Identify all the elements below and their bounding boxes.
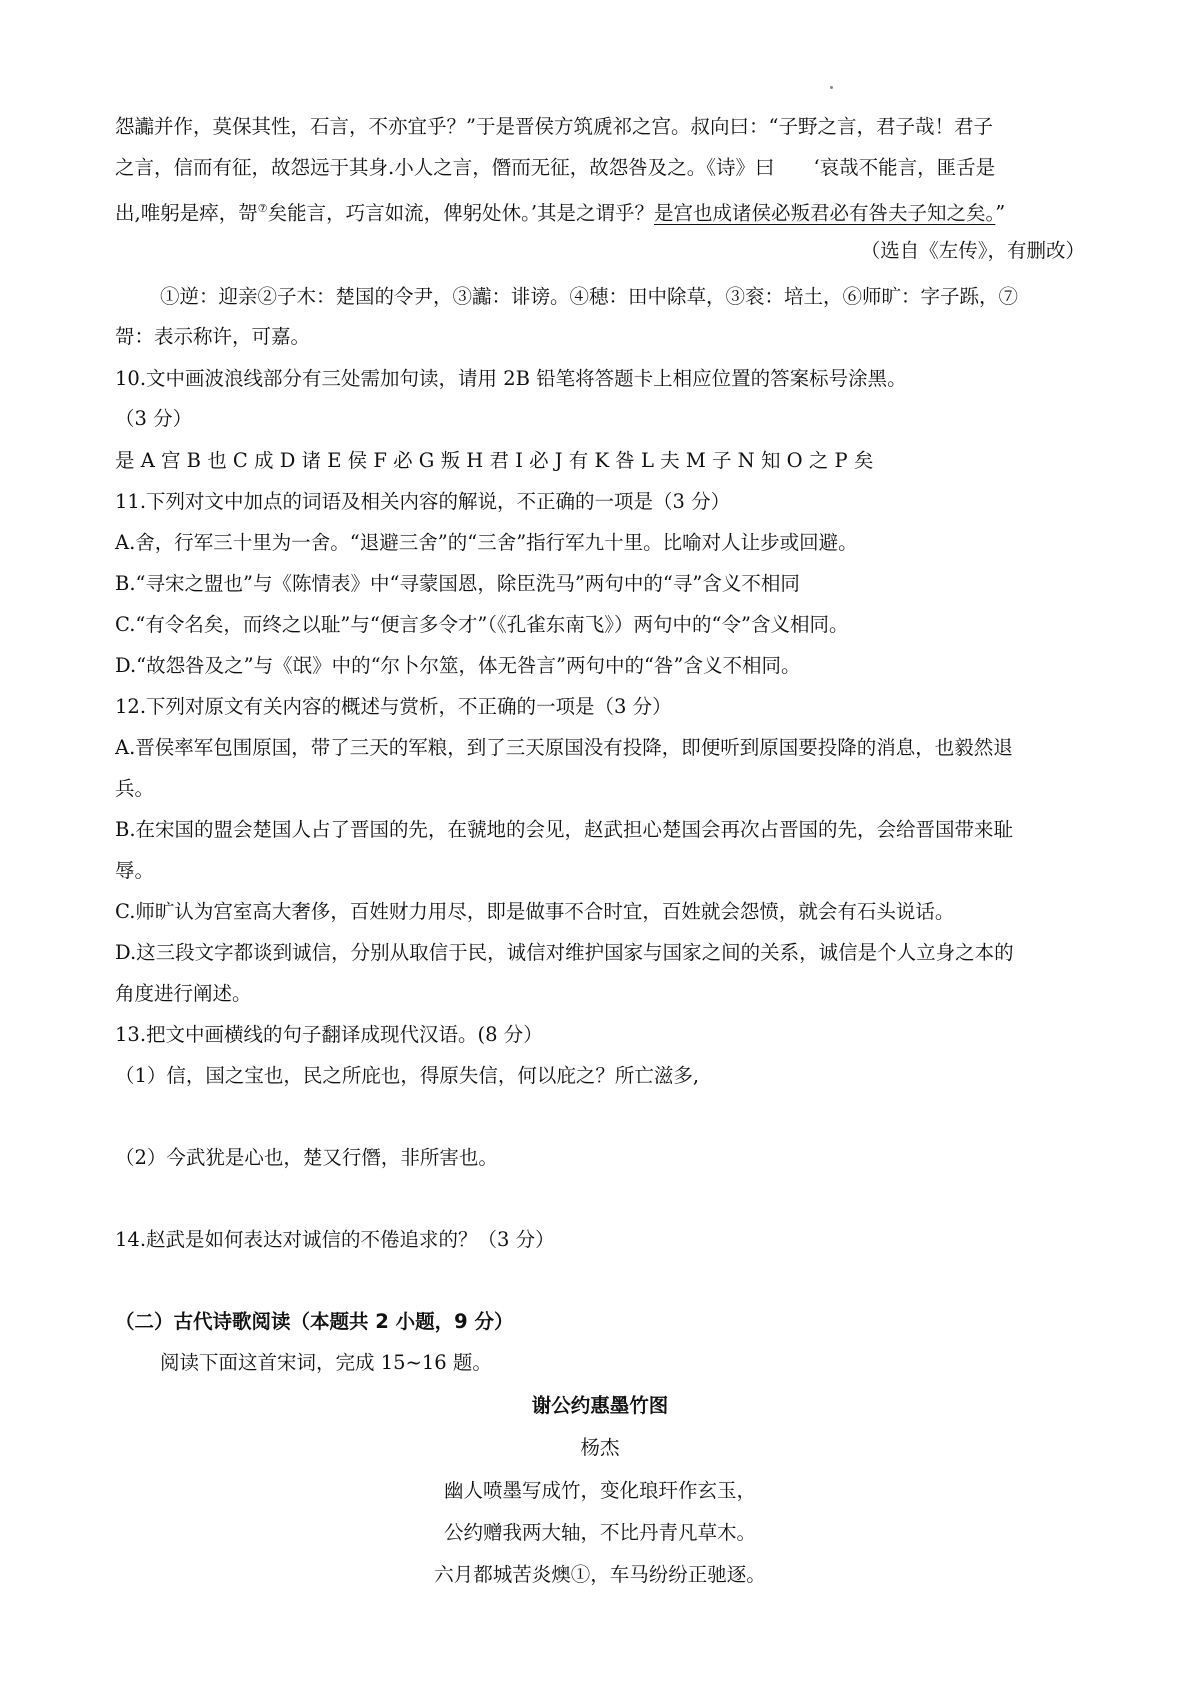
passage-line-3a: 出,唯躬是瘁，哿: [115, 201, 258, 225]
underlined-sentence: 是宫也成诸侯必叛君必有咎夫子知之矣。: [654, 201, 996, 225]
q14-stem: 14.赵武是如何表达对诚信的不倦追求的？（3 分）: [115, 1228, 555, 1251]
q11-option-a: A.舍，行军三十里为一舍。“退避三舍”的“三舍”指行军九十里。比喻对人让步或回避。: [115, 531, 858, 554]
passage-line-3: [115, 196, 1005, 227]
poem-author: 杨杰: [580, 1436, 620, 1459]
q13-sentence-1: （1）信，国之宝也，民之所庇也，得原失信，何以庇之？所亡滋多,: [115, 1064, 700, 1087]
notes-line-1: ①逆：迎亲②子木：楚国的令尹，③讟：诽谤。④穂：田中除草，③衮：培土，⑥师旷：字子跞，⑦: [160, 285, 1019, 308]
poem-verse-3: 六月都城苦炎燠①，车马纷纷正驰逐。: [434, 1563, 766, 1586]
q12-stem: 12.下列对原文有关内容的概述与赏析，不正确的一项是（3 分）: [115, 695, 672, 718]
q13-sentence-2: （2）今武犹是心也，楚又行僭，非所害也。: [115, 1146, 498, 1169]
scan-dot: [830, 86, 833, 89]
q11-option-b: B.“寻宋之盟也”与《陈情表》中“寻蒙国恩，除臣洗马”两句中的“寻”含义不相同: [115, 572, 800, 595]
passage-line-1: 怨讟并作，莫保其性，石言，不亦宜乎？”于是晋侯方筑虒祁之宫。叔向曰：“子野之言，君子哉！君子: [115, 115, 993, 138]
q12-option-b-1: B.在宋国的盟会楚国人占了晋国的先，在虢地的会见，赵武担心楚国会再次占晋国的先，会给晋国带来耻: [115, 818, 1014, 841]
q10-score: （3 分）: [115, 407, 193, 430]
q13-stem: 13.把文中画横线的句子翻译成现代汉语。(8 分）: [115, 1023, 543, 1046]
q12-option-b-2: 辱。: [115, 859, 155, 882]
q11-stem: 11.下列对文中加点的词语及相关内容的解说，不正确的一项是（3 分）: [115, 490, 731, 513]
section-intro: 阅读下面这首宋词，完成 15~16 题。: [160, 1351, 492, 1374]
q12-option-a-2: 兵。: [115, 777, 155, 800]
passage-line-3-end: ”: [995, 201, 1006, 225]
q11-option-d: D.“故怨咎及之”与《氓》中的“尔卜尔筮，体无咎言”两句中的“咎”含义不相同。: [115, 654, 801, 677]
poem-title: 谢公约惠墨竹图: [531, 1394, 669, 1417]
footnote-marker: ⑦: [257, 202, 268, 215]
passage-line-2: 之言，信而有征，故怨远于其身.小人之言，僭而无征，故怨咎及之。《诗》曰 ‘哀哉不能言，匪舌是: [115, 156, 996, 179]
notes-line-2: 哿：表示称许，可嘉。: [115, 325, 311, 348]
poem-verse-1: 幽人喷墨写成竹，变化琅玕作玄玉，: [443, 1479, 756, 1502]
q12-option-c: C.师旷认为宫室高大奢侈，百姓财力用尽，即是做事不合时宜，百姓就会怨愤，就会有石头说话。: [115, 900, 955, 923]
q10-stem: 10.文中画波浪线部分有三处需加句读，请用 2B 铅笔将答题卡上相应位置的答案标号涂黑。: [115, 367, 907, 390]
q12-option-d-1: D.这三段文字都谈到诚信，分别从取信于民，诚信对维护国家与国家之间的关系，诚信是个人立身之本的: [115, 941, 1014, 964]
q10-options: 是 A 宫 B 也 C 成 D 诸 E 侯 F 必 G 叛 H 君 I 必 J 有 K 咎 L 夫 M 子 N 知 O 之 P 矣: [115, 449, 874, 472]
q11-option-c: C.“有令名矣，而终之以耻”与“便言多令才”（《孔雀东南飞》）两句中的“令”含义相同。: [115, 613, 849, 636]
section-heading: （二）古代诗歌阅读（本题共 2 小题，9 分）: [115, 1310, 514, 1333]
q12-option-d-2: 角度进行阐述。: [115, 982, 252, 1005]
poem-verse-2: 公约赠我两大轴，不比丹青凡草木。: [443, 1521, 756, 1544]
q12-option-a-1: A.晋侯率军包围原国，带了三天的军粮，到了三天原国没有投降，即便听到原国要投降的消息，也毅然退: [115, 736, 1013, 759]
passage-line-3b: 矣能言，巧言如流，俾躬处休。’其是之谓乎？: [267, 201, 655, 225]
passage-source: （选自《左传》，有删改）: [860, 239, 1085, 262]
